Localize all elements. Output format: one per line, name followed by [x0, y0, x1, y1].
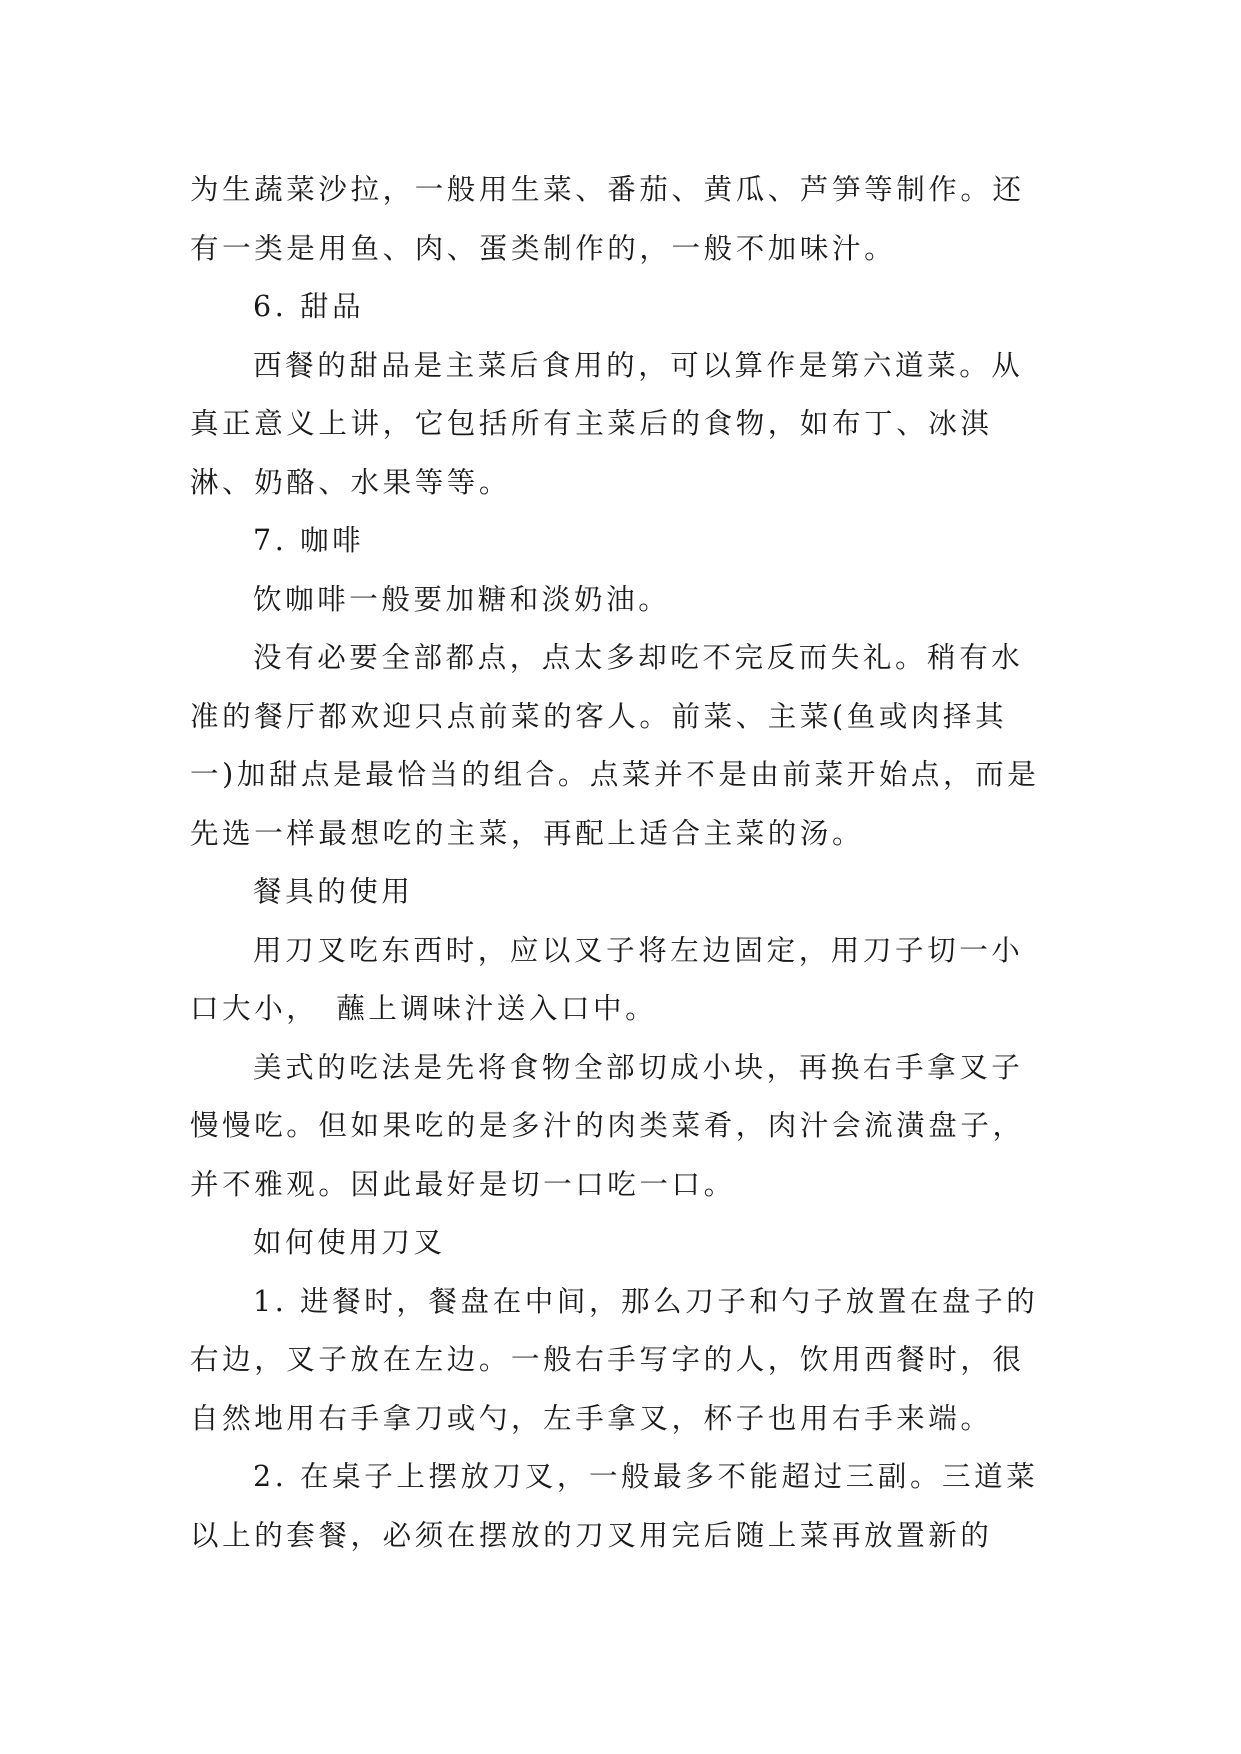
list-item-1: 1. 进餐时，餐盘在中间，那么刀子和勺子放置在盘子的右边，叉子放在左边。一般右手写字的人，饮用西餐时，很自然地用右手拿刀或勺，左手拿叉，杯子也用右手来端。: [190, 1284, 1039, 1435]
heading-coffee: 7. 咖啡: [253, 524, 365, 557]
list-item-2: 2. 在桌子上摆放刀叉，一般最多不能超过三副。三道菜以上的套餐，必须在摆放的刀叉用完后随上菜再放置新的: [190, 1460, 1039, 1552]
paragraph-desserts: 西餐的甜品是主菜后食用的，可以算作是第六道菜。从真正意义上讲，它包括所有主菜后的食物，如布丁、冰淇淋、奶酪、水果等等。: [190, 348, 1024, 499]
paragraph-salad-continued: 为生蔬菜沙拉，一般用生菜、番茄、黄瓜、芦笋等制作。还有一类是用鱼、肉、蛋类制作的，一般不加味汁。: [190, 173, 1025, 265]
paragraph-coffee: 饮咖啡一般要加糖和淡奶油。: [253, 582, 671, 616]
heading-tableware-use: 餐具的使用: [253, 875, 414, 908]
heading-how-to-use-knife-fork: 如何使用刀叉: [253, 1226, 446, 1259]
paragraph-american-style: 美式的吃法是先将食物全部切成小块，再换右手拿叉子慢慢吃。但如果吃的是多汁的肉类菜肴，肉汁会流潢盘子，并不雅观。因此最好是切一口吃一口。: [190, 1050, 1025, 1201]
heading-desserts: 6. 甜品: [253, 290, 365, 323]
paragraph-knife-fork: 用刀叉吃东西时，应以叉子将左边固定，用刀子切一小口大小， 蘸上调味汁送入口中。: [190, 933, 1024, 1025]
document-body: [190, 161, 1052, 1565]
paragraph-ordering: 没有必要全部都点，点太多却吃不完反而失礼。稍有水准的餐厅都欢迎只点前菜的客人。前菜、主菜(鱼或肉择其一)加甜点是最恰当的组合。点菜并不是由前菜开始点，而是先选一样最想吃的主菜，再配上适合主菜的汤。: [190, 641, 1040, 850]
